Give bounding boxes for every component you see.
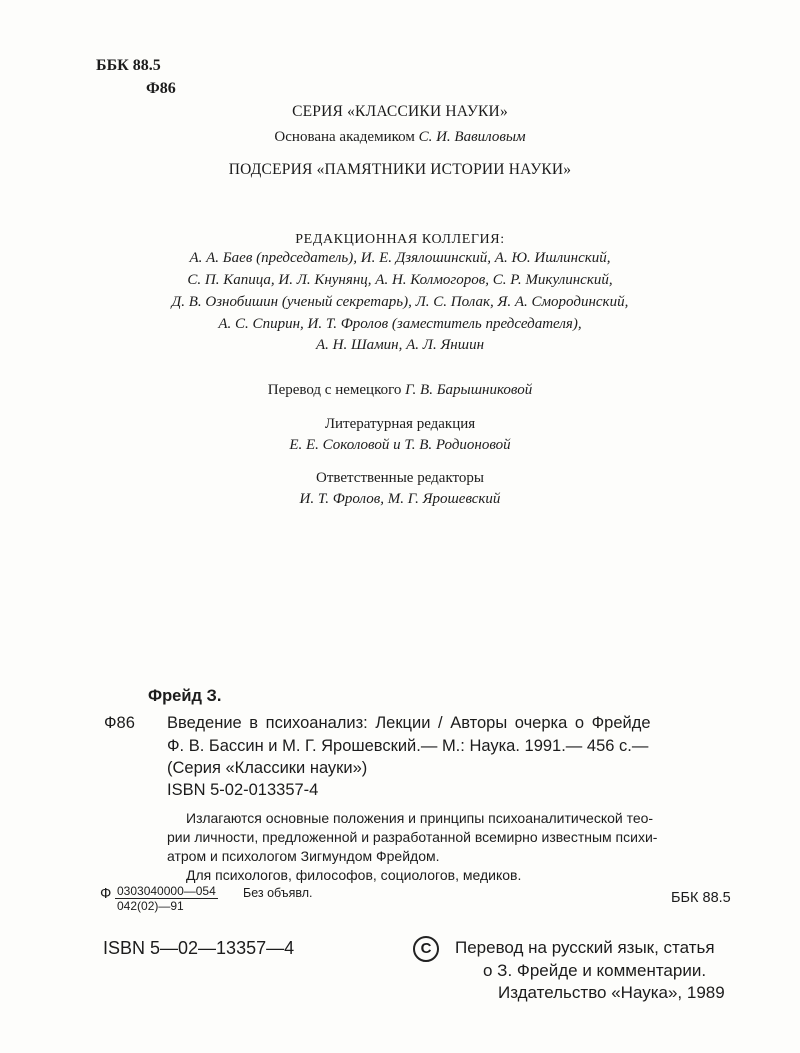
annotation-line: Излагаются основные положения и принципы психоаналитической тео- — [186, 810, 654, 826]
bib-isbn: ISBN 5-02-013357-4 — [167, 781, 319, 799]
literary-editors-names: Е. Е. Соколовой и Т. В. Родионовой — [289, 437, 511, 453]
copyright-line: о З. Фрейде и комментарии. — [483, 961, 707, 980]
responsible-editors-label: Ответственные редакторы — [316, 470, 484, 486]
annotation-line: атром и психологом Зигмундом Фрейдом. — [167, 848, 440, 864]
series-title: СЕРИЯ «КЛАССИКИ НАУКИ» — [292, 103, 508, 120]
annotation-line: рии личности, предложенной и разработанной всемирно известным психи- — [167, 829, 658, 845]
translator-name: Г. В. Барышниковой — [405, 382, 533, 398]
bib-line: Ф. В. Бассин и М. Г. Ярошевский.— М.: Наука. 1991.— 456 с.— — [167, 737, 649, 755]
board-line: С. П. Капица, И. Л. Кнунянц, А. Н. Колмогоров, С. Р. Микулинский, — [187, 272, 613, 288]
author-code-top: Ф86 — [146, 80, 176, 97]
literary-editing-label: Литературная редакция — [324, 416, 476, 432]
bib-author: Фрейд З. — [148, 687, 222, 705]
annotation-line: Для психологов, философов, социологов, медиков. — [186, 867, 522, 883]
board-title: РЕДАКЦИОННАЯ КОЛЛЕГИЯ: — [295, 232, 505, 247]
copyright-line: Перевод на русский язык, статья — [455, 938, 715, 957]
imprint-numerator: 0303040000—054 — [117, 884, 216, 898]
board-line: А. А. Баев (председатель), И. Е. Дзялошинский, А. Ю. Ишлинский, — [189, 250, 611, 266]
board-line: А. С. Спирин, И. Т. Фролов (заместитель председателя), — [218, 316, 582, 332]
bbk-code-top: ББК 88.5 — [96, 57, 161, 74]
copyright-icon: C — [413, 936, 439, 962]
subseries-title: ПОДСЕРИЯ «ПАМЯТНИКИ ИСТОРИИ НАУКИ» — [228, 161, 572, 178]
imprint-fraction — [115, 884, 218, 913]
bib-line: (Серия «Классики науки») — [167, 759, 368, 777]
imprint-denominator: 042(02)—91 — [117, 899, 184, 913]
founded-name: С. И. Вавиловым — [418, 129, 526, 145]
bbk-code-bottom: ББК 88.5 — [671, 890, 731, 906]
bib-line: Введение в психоанализ: Лекции / Авторы очерка о Фрейде — [167, 714, 651, 732]
bib-code: Ф86 — [104, 714, 135, 732]
board-line: А. Н. Шамин, А. Л. Яншин — [315, 337, 485, 353]
founded-prefix: Основана академиком — [274, 129, 419, 145]
responsible-editors-names: И. Т. Фролов, М. Г. Ярошевский — [299, 491, 501, 507]
phi-symbol: Ф — [100, 885, 112, 902]
translation-credit — [0, 382, 800, 399]
translation-prefix: Перевод с немецкого — [267, 382, 406, 398]
no-ad-label: Без объявл. — [243, 886, 313, 900]
series-founded — [0, 129, 800, 146]
board-line: Д. В. Ознобишин (ученый секретарь), Л. С. Полак, Я. А. Смородинский, — [171, 294, 629, 310]
copyright-line: Издательство «Наука», 1989 — [498, 983, 725, 1002]
footer-isbn: ISBN 5—02—13357—4 — [103, 938, 295, 958]
